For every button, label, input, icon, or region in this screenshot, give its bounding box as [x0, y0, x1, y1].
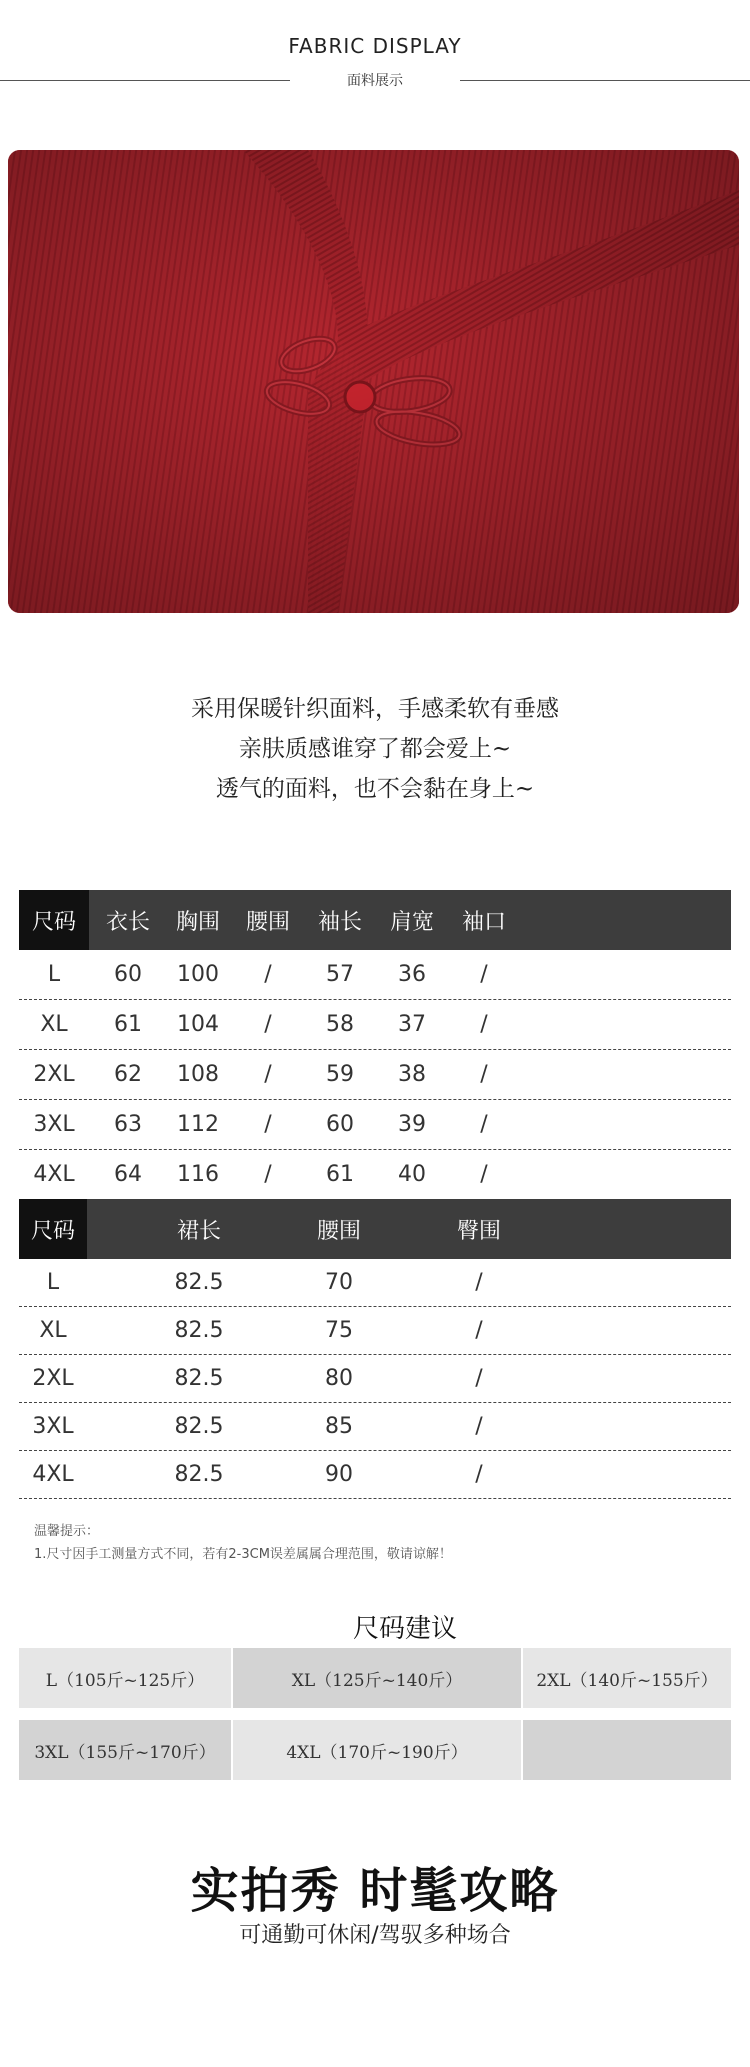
section-title: FABRIC DISPLAY: [288, 34, 462, 58]
cell: /: [480, 1012, 488, 1037]
cell: 36: [398, 962, 426, 987]
cell: /: [480, 962, 488, 987]
col-header: 尺码: [30, 1219, 75, 1244]
cell: 39: [398, 1112, 426, 1137]
col-header: 腰围: [316, 1219, 361, 1244]
cell: 100: [177, 962, 219, 987]
cell: /: [475, 1270, 483, 1295]
description-line-2: 亲肤质感谁穿了都会爱上~: [238, 736, 512, 762]
tip-title: 温馨提示：: [34, 1524, 100, 1539]
cell: /: [264, 1062, 272, 1087]
description-line-3: 透气的面料，也不会黏在身上~: [215, 776, 535, 802]
cell: /: [264, 1112, 272, 1137]
table-row: [19, 1150, 731, 1195]
cell: L: [47, 962, 61, 987]
cell: /: [475, 1462, 483, 1487]
table-row: [19, 1050, 731, 1100]
cell: 2XL: [32, 1366, 74, 1391]
tip-text: 1.尺寸因手工测量方式不同，若有2-3CM误差属属合理范围，敬请谅解！: [34, 1547, 452, 1562]
cell: /: [475, 1366, 483, 1391]
col-header: 袖口: [461, 910, 506, 935]
cell: /: [264, 1162, 272, 1187]
col-header: 尺码: [31, 910, 76, 935]
size-suggestion-cell: XL（125斤~140斤）: [233, 1648, 521, 1708]
cell: /: [264, 962, 272, 987]
table-row: [19, 1355, 731, 1403]
cell: 61: [114, 1012, 142, 1037]
size-suggestion-cell: 4XL（170斤~190斤）: [233, 1720, 521, 1780]
cell: 61: [326, 1162, 354, 1187]
description-line-1: 采用保暖针织面料，手感柔软有垂感: [191, 696, 559, 722]
cell: /: [480, 1162, 488, 1187]
section-subtitle: 面料展示: [347, 73, 403, 89]
cell: L: [46, 1270, 60, 1295]
cell: 2XL: [33, 1062, 75, 1087]
cell: 60: [114, 962, 142, 987]
cell: 4XL: [32, 1462, 74, 1487]
table-row: [19, 1259, 731, 1307]
cell: 63: [114, 1112, 142, 1137]
cell: /: [475, 1318, 483, 1343]
col-header: 胸围: [175, 910, 220, 935]
cell: 85: [325, 1414, 353, 1439]
promo-headline: 实拍秀 时髦攻略: [190, 1863, 560, 1919]
top-size-table: [19, 890, 731, 1195]
table-header: [19, 890, 731, 950]
cell: 59: [326, 1062, 354, 1087]
cell: 70: [325, 1270, 353, 1295]
cell: 82.5: [174, 1366, 224, 1391]
cell: 3XL: [32, 1414, 74, 1439]
cell: 80: [325, 1366, 353, 1391]
cell: 82.5: [174, 1318, 224, 1343]
table-row: [19, 1403, 731, 1451]
col-header: 腰围: [245, 910, 290, 935]
cell: 82.5: [174, 1462, 224, 1487]
cell: /: [480, 1062, 488, 1087]
table-row: [19, 1307, 731, 1355]
cell: 116: [177, 1162, 219, 1187]
cell: /: [475, 1414, 483, 1439]
cell: XL: [39, 1318, 67, 1343]
cell: 108: [177, 1062, 219, 1087]
col-header: 衣长: [105, 910, 150, 935]
cell: /: [264, 1012, 272, 1037]
cell: XL: [40, 1012, 68, 1037]
cell: 90: [325, 1462, 353, 1487]
cell: 75: [325, 1318, 353, 1343]
cell: 62: [114, 1062, 142, 1087]
size-suggestion-cell: L（105斤~125斤）: [19, 1648, 231, 1708]
col-header: 裙长: [176, 1219, 221, 1244]
size-suggestion-cell: 3XL（155斤~170斤）: [19, 1720, 231, 1780]
cell: 112: [177, 1112, 219, 1137]
table-row: [19, 1451, 731, 1499]
cell: 57: [326, 962, 354, 987]
bottom-size-table: [19, 1199, 731, 1499]
table-row: [19, 1000, 731, 1050]
col-header: 肩宽: [389, 910, 434, 935]
promo-tagline: 可通勤可休闲/驾驭多种场合: [239, 1923, 511, 1948]
cell: 58: [326, 1012, 354, 1037]
cell: 104: [177, 1012, 219, 1037]
cell: 60: [326, 1112, 354, 1137]
size-suggestion-cell: 2XL（140斤~155斤）: [523, 1648, 731, 1708]
table-header: [19, 1199, 731, 1259]
size-suggestion-title: 尺码建议: [352, 1614, 457, 1644]
cell: 37: [398, 1012, 426, 1037]
col-header: 袖长: [317, 910, 362, 935]
cell: 3XL: [33, 1112, 75, 1137]
cell: 40: [398, 1162, 426, 1187]
table-row: [19, 950, 731, 1000]
cell: 82.5: [174, 1414, 224, 1439]
cell: 4XL: [33, 1162, 75, 1187]
cell: 82.5: [174, 1270, 224, 1295]
col-header: 臀围: [456, 1219, 501, 1244]
table-row: [19, 1100, 731, 1150]
size-suggestion-cell: [523, 1720, 731, 1780]
cell: 64: [114, 1162, 142, 1187]
cell: 38: [398, 1062, 426, 1087]
fabric-photo: [8, 150, 739, 613]
cell: /: [480, 1112, 488, 1137]
